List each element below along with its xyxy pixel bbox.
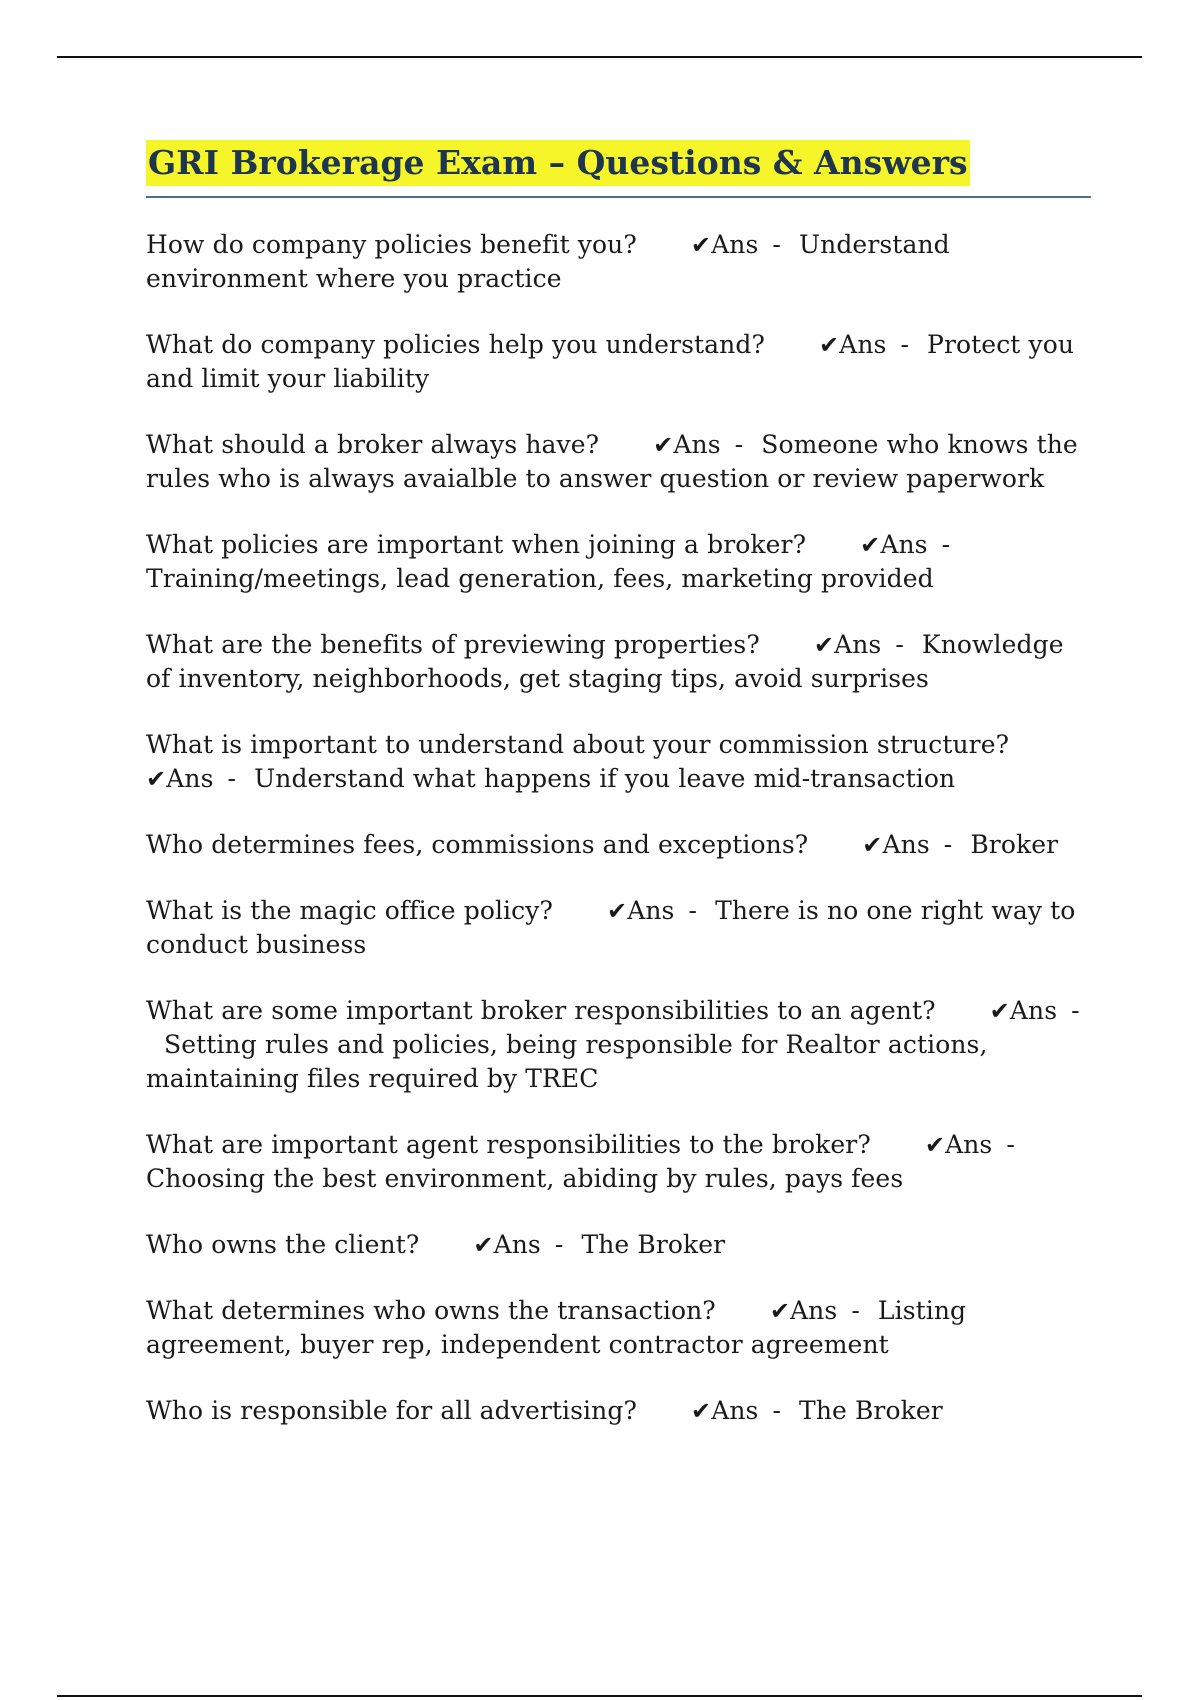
answer-text: There is no one right way to conduct business	[146, 896, 1076, 959]
answer-dash: -	[895, 630, 904, 659]
question-text: Who is responsible for all advertising?	[146, 1396, 637, 1425]
checkmark-icon: ✔	[653, 431, 674, 459]
question-text: What do company policies help you understand?	[146, 330, 765, 359]
qa-item	[146, 628, 1091, 696]
qa-item	[146, 1394, 1091, 1428]
qa-item	[146, 228, 1091, 296]
answer-text: Protect you and limit your liability	[146, 330, 1075, 393]
qa-item	[146, 528, 1091, 596]
answer-dash: -	[941, 530, 951, 559]
answer-text: Training/meetings, lead generation, fees, marketing provided	[146, 564, 934, 593]
answer-dash: -	[772, 230, 781, 259]
document-title: GRI Brokerage Exam – Questions & Answers	[146, 140, 970, 186]
question-text: What are some important broker responsibilities to an agent?	[146, 996, 936, 1025]
checkmark-icon: ✔	[813, 631, 835, 659]
question-text: What are important agent responsibilities to the broker?	[146, 1130, 871, 1159]
checkmark-icon: ✔	[924, 1131, 946, 1159]
answer-label: Ans	[711, 230, 759, 259]
question-text: What is important to understand about your commission structure?	[146, 730, 1010, 759]
qa-item	[146, 428, 1091, 496]
qa-item	[146, 1294, 1091, 1362]
question-text: What is the magic office policy?	[146, 896, 553, 925]
qa-item	[146, 728, 1091, 796]
answer-label: Ans	[493, 1230, 541, 1259]
answer-text: Understand what happens if you leave mid-transaction	[254, 764, 956, 793]
qa-item	[146, 994, 1091, 1096]
answer-text: Someone who knows the rules who is always avaialble to answer question or review paperwork	[146, 430, 1078, 493]
checkmark-icon: ✔	[862, 831, 883, 859]
answer-dash: -	[851, 1296, 860, 1325]
document-body	[146, 140, 1091, 1460]
question-text: Who owns the client?	[146, 1230, 420, 1259]
question-text: What determines who owns the transaction?	[146, 1296, 716, 1325]
question-text: What are the benefits of previewing properties?	[146, 630, 760, 659]
answer-label: Ans	[166, 764, 214, 793]
answer-dash: -	[734, 430, 744, 459]
answer-dash: -	[1071, 996, 1080, 1025]
answer-text: The Broker	[799, 1396, 943, 1425]
checkmark-icon: ✔	[146, 765, 167, 793]
answer-text: Choosing the best environment, abiding by rules, pays fees	[146, 1164, 904, 1193]
checkmark-icon: ✔	[690, 1397, 712, 1425]
checkmark-icon: ✔	[769, 1297, 791, 1325]
answer-label: Ans	[882, 830, 930, 859]
answer-label: Ans	[834, 630, 882, 659]
answer-text: Setting rules and policies, being responsible for Realtor actions, maintaining files required by TREC	[146, 1030, 988, 1093]
answer-text: Knowledge of inventory, neighborhoods, get staging tips, avoid surprises	[146, 630, 1064, 693]
answer-label: Ans	[627, 896, 675, 925]
qa-item	[146, 328, 1091, 396]
answer-label: Ans	[839, 330, 887, 359]
checkmark-icon: ✔	[989, 997, 1010, 1025]
answer-dash: -	[1006, 1130, 1015, 1159]
checkmark-icon: ✔	[860, 531, 881, 559]
checkmark-icon: ✔	[818, 331, 840, 359]
answer-label: Ans	[945, 1130, 993, 1159]
answer-dash: -	[900, 330, 910, 359]
answer-label: Ans	[790, 1296, 838, 1325]
qa-item	[146, 1228, 1091, 1262]
answer-text: Understand environment where you practice	[146, 230, 950, 293]
answer-dash: -	[227, 764, 237, 793]
checkmark-icon: ✔	[606, 897, 628, 925]
answer-dash: -	[943, 830, 953, 859]
answer-label: Ans	[1009, 996, 1058, 1025]
qa-list	[146, 228, 1091, 1428]
question-text: What policies are important when joining a broker?	[146, 530, 807, 559]
qa-item	[146, 1128, 1091, 1196]
qa-item	[146, 828, 1091, 862]
answer-text: Broker	[970, 830, 1059, 859]
checkmark-icon: ✔	[473, 1231, 494, 1259]
answer-dash: -	[772, 1396, 782, 1425]
answer-label: Ans	[711, 1396, 759, 1425]
answer-dash: -	[554, 1230, 564, 1259]
answer-dash: -	[688, 896, 698, 925]
qa-item	[146, 894, 1091, 962]
question-text: Who determines fees, commissions and exceptions?	[146, 830, 809, 859]
question-text: What should a broker always have?	[146, 430, 600, 459]
answer-text: Listing agreement, buyer rep, independent contractor agreement	[146, 1296, 967, 1359]
answer-text: The Broker	[581, 1230, 726, 1259]
answer-label: Ans	[880, 530, 928, 559]
answer-label: Ans	[673, 430, 721, 459]
question-text: How do company policies benefit you?	[146, 230, 637, 259]
checkmark-icon: ✔	[690, 231, 712, 259]
title-block	[146, 140, 1091, 198]
page-top-rule	[57, 56, 1142, 58]
page-bottom-rule	[57, 1695, 1142, 1697]
